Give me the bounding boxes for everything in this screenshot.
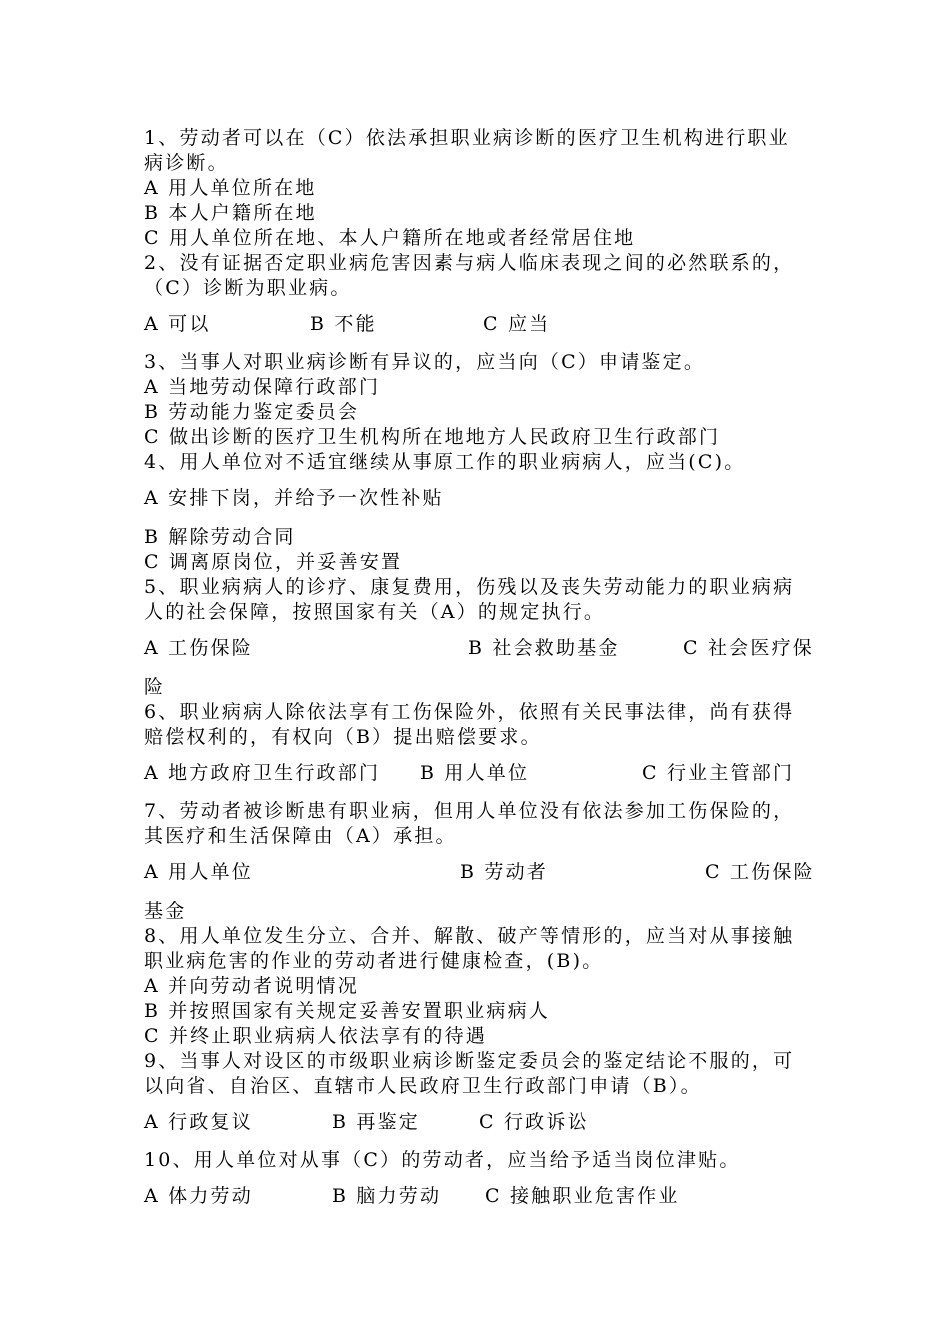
question-6-option-c: C 行业主管部门 [642,762,795,784]
question-4-option-c: C 调离原岗位，并妥善安置 [144,551,403,573]
question-7-option-c: C 工伤保险 [705,861,815,883]
question-10-option-a: A 体力劳动 [144,1185,253,1207]
question-7-option-a: A 用人单位 [144,861,253,883]
question-1-line-1: 1、劳动者可以在（C）依法承担职业病诊断的医疗卫生机构进行职业 [144,127,790,149]
question-5-option-c-continuation: 险 [144,676,166,698]
question-3-option-a: A 当地劳动保障行政部门 [144,376,381,398]
question-6-option-b: B 用人单位 [420,762,530,784]
question-10-option-c: C 接触职业危害作业 [485,1185,680,1207]
question-5-line-1: 5、职业病病人的诊疗、康复费用，伤残以及丧失劳动能力的职业病病 [144,576,795,598]
question-4-line-1: 4、用人单位对不适宜继续从事原工作的职业病病人，应当(C)。 [144,451,746,473]
question-3-line-1: 3、当事人对职业病诊断有异议的，应当向（C）申请鉴定。 [144,351,706,373]
question-1-option-c: C 用人单位所在地、本人户籍所在地或者经常居住地 [144,227,636,249]
question-10-line-1: 10、用人单位对从事（C）的劳动者，应当给予适当岗位津贴。 [144,1149,741,1171]
question-8-line-1: 8、用人单位发生分立、合并、解散、破产等情形的，应当对从事接触 [144,925,795,947]
question-1-line-2: 病诊断。 [144,152,229,174]
question-9-option-a: A 行政复议 [144,1111,253,1133]
question-4-option-b: B 解除劳动合同 [144,526,296,548]
question-2-option-a: A 可以 [144,313,211,335]
question-5-line-2: 人的社会保障，按照国家有关（A）的规定执行。 [144,601,606,623]
question-9-line-2: 以向省、自治区、直辖市人民政府卫生行政部门申请（B）。 [144,1075,702,1097]
question-5-option-a: A 工伤保险 [144,637,253,659]
question-8-option-b: B 并按照国家有关规定妥善安置职业病病人 [144,1000,551,1022]
question-1-option-a: A 用人单位所在地 [144,177,317,199]
question-8-option-a: A 并向劳动者说明情况 [144,975,359,997]
question-2-option-b: B 不能 [310,313,377,335]
question-4-option-a: A 安排下岗，并给予一次性补贴 [144,487,444,509]
question-8-option-c: C 并终止职业病病人依法享有的待遇 [144,1025,487,1047]
question-10-option-b: B 脑力劳动 [332,1185,442,1207]
question-2-line-1: 2、没有证据否定职业病危害因素与病人临床表现之间的必然联系的， [144,252,795,274]
question-2-option-c: C 应当 [483,313,551,335]
question-3-option-c: C 做出诊断的医疗卫生机构所在地地方人民政府卫生行政部门 [144,426,721,448]
question-2-line-2: （C）诊断为职业病。 [144,277,352,299]
question-9-line-1: 9、当事人对设区的市级职业病诊断鉴定委员会的鉴定结论不服的，可 [144,1050,795,1072]
question-9-option-c: C 行政诉讼 [479,1111,589,1133]
question-8-line-2: 职业病危害的作业的劳动者进行健康检查，(B)。 [144,950,604,972]
question-5-option-b: B 社会救助基金 [468,637,620,659]
question-6-line-1: 6、职业病病人除依法享有工伤保险外，依照有关民事法律，尚有获得 [144,701,795,723]
question-7-line-2: 其医疗和生活保障由（A）承担。 [144,825,457,847]
question-9-option-b: B 再鉴定 [332,1111,421,1133]
question-1-option-b: B 本人户籍所在地 [144,202,317,224]
question-5-option-c: C 社会医疗保 [683,637,814,659]
question-6-option-a: A 地方政府卫生行政部门 [144,762,381,784]
question-7-line-1: 7、劳动者被诊断患有职业病，但用人单位没有依法参加工伤保险的， [144,800,795,822]
question-6-line-2: 赔偿权利的，有权向（B）提出赔偿要求。 [144,726,542,748]
question-3-option-b: B 劳动能力鉴定委员会 [144,401,360,423]
question-7-option-c-continuation: 基金 [144,900,187,922]
question-7-option-b: B 劳动者 [460,861,549,883]
